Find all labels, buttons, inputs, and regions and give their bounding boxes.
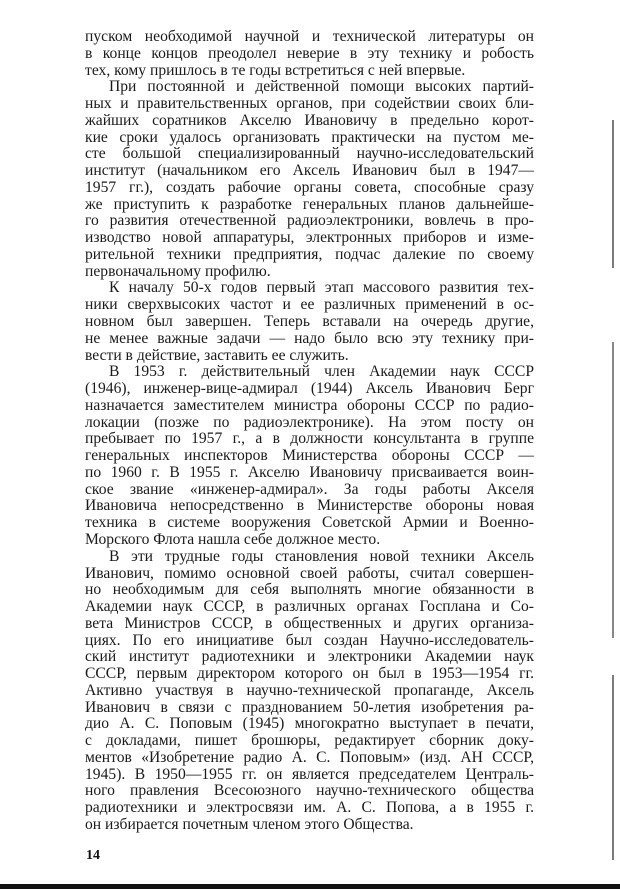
text-line: по 1960 г. В 1955 г. Акселю Ивановичу присваивается воин- — [85, 463, 534, 481]
text-line: СССР, первым директором которого он был в 1953—1954 гг. — [85, 665, 534, 683]
text-line: радиотехники и электросвязи им. А. С. Попова, а в 1955 г. — [85, 799, 534, 817]
text-line: пуском необходимой научной и технической литературы он — [85, 28, 534, 45]
text-line: ский институт радиотехники и электроники Академии наук — [85, 648, 534, 666]
page-body-text — [85, 29, 534, 834]
text-line: он избирается почетным членом этого Общества. — [85, 815, 414, 833]
text-line: но необходимым для себя выполнять многие обязанности в — [85, 581, 534, 599]
text-line: Ивановича непосредственно в Министерстве обороны новая — [85, 497, 534, 515]
text-line: го развития отечественной радиоэлектроники, вовлечь в про- — [85, 212, 534, 230]
text-line: 1945). В 1950—1955 гг. он является председателем Централь- — [85, 765, 534, 783]
text-line: первоначальному профилю. — [85, 262, 271, 280]
text-line: Академии наук СССР, в различных органах Госплана и Со- — [85, 598, 534, 616]
text-line: ных и правительственных органов, при содействии своих бли- — [85, 95, 534, 113]
text-line: назначается заместителем министра обороны СССР по радио- — [85, 396, 534, 414]
page-number: 14 — [86, 848, 100, 863]
text-line: При постоянной и действенной помощи высоких партий- — [109, 78, 534, 96]
text-line: же приступить к разработке генеральных планов дальнейше- — [85, 195, 534, 213]
text-line: генеральных инспекторов Министерства обороны СССР — — [85, 447, 534, 465]
text-line: жайших соратников Акселю Ивановичу в предельно корот- — [85, 111, 534, 129]
text-line: 1957 гг.), создать рабочие органы совета, способные сразу — [85, 178, 534, 196]
paragraph — [85, 79, 534, 280]
text-line: тех, кому пришлось в те годы встретиться с ней впервые. — [85, 61, 466, 79]
text-line: ское звание «инженер-адмирал». За годы работы Акселя — [85, 480, 534, 498]
paragraph — [85, 549, 534, 834]
text-line: в конце концов преодолел неверие в эту технику и робость — [85, 44, 534, 62]
text-line: (1946), инженер-вице-адмирал (1944) Аксель Иванович Берг — [85, 380, 534, 398]
text-line: рительной техники предприятия, подчас далекие по своему — [85, 245, 534, 263]
text-line: В эти трудные годы становления новой техники Аксель — [109, 547, 534, 565]
text-line: новном был завершен. Теперь вставали на очередь другие, — [85, 313, 534, 331]
text-line: Иванович в связи с празднованием 50-летия изобретения ра- — [85, 698, 534, 716]
text-line: институт (начальником его Аксель Иванович был в 1947— — [85, 162, 534, 180]
text-line: ментов «Изобретение радио А. С. Поповым» (изд. АН СССР, — [85, 748, 534, 766]
text-line: дио А. С. Поповым (1945) многократно выступает в печати, — [85, 715, 534, 733]
text-line: циях. По его инициативе был создан Научно-исследователь- — [85, 631, 534, 649]
text-line: ного правления Всесоюзного научно-технического общества — [85, 782, 534, 800]
scan-bottom-border — [0, 884, 620, 889]
text-line: локации (позже по радиоэлектронике). На этом посту он — [85, 413, 534, 431]
paragraph — [85, 364, 534, 548]
text-line: В 1953 г. действительный член Академии наук СССР — [109, 363, 534, 381]
text-line: Иванович, помимо основной своей работы, считал совершен- — [85, 564, 534, 582]
text-line: вести в действие, заставить ее служить. — [85, 346, 349, 364]
scan-edge-shadow — [612, 120, 614, 860]
text-line: Активно участвуя в научно-технической пропаганде, Аксель — [85, 681, 534, 699]
text-line: пребывает по 1957 г., а в должности консультанта в группе — [85, 430, 534, 448]
text-line: техника в системе вооружения Советской Армии и Военно- — [85, 514, 534, 532]
text-line: Морского Флота нашла себе должное место. — [85, 530, 381, 548]
paragraph — [85, 29, 534, 79]
text-line: кие сроки удалось организовать практически на пустом ме- — [85, 128, 534, 146]
text-line: вета Министров СССР, в общественных и других организа- — [85, 614, 534, 632]
paragraph — [85, 280, 534, 364]
text-line: ники сверхвысоких частот и ее различных применений в ос- — [85, 296, 534, 314]
text-line: сте большой специализированный научно-исследовательский — [85, 145, 534, 163]
text-line: К началу 50-х годов первый этап массового развития тех- — [109, 279, 534, 297]
text-line: не менее важные задачи — надо было всю эту технику при- — [85, 329, 534, 347]
text-line: изводство новой аппаратуры, электронных приборов и изме- — [85, 229, 534, 247]
text-line: с докладами, пишет брошюры, редактирует сборник доку- — [85, 732, 534, 750]
